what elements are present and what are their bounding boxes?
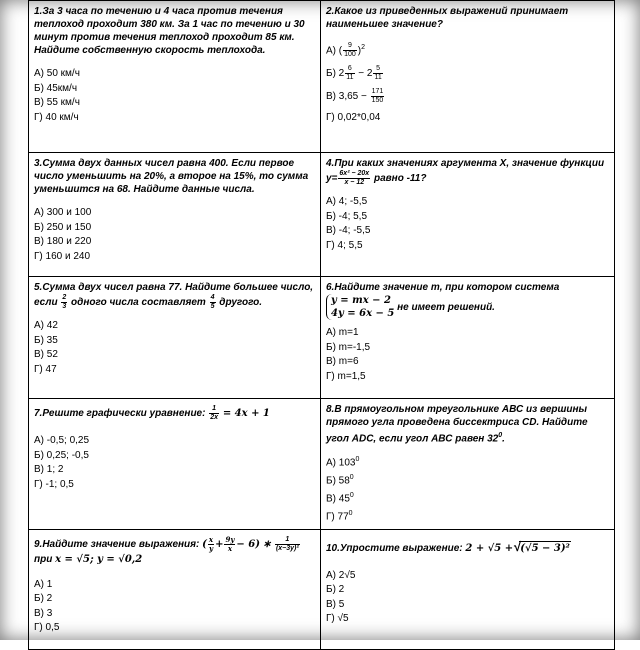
task-4-option-d: Г) 4; 5,5 (326, 239, 363, 251)
task-10-d-text: Г) (326, 613, 335, 625)
tasks-table (28, 0, 615, 650)
task-10-b-text: Б) 2 (326, 584, 345, 596)
task-10-option-b (326, 583, 609, 598)
task-10-d-root: √5 (337, 613, 349, 625)
task-10-question: 10.Упростите выражение: 2 + √5 +√(√5 − 3)² (326, 538, 570, 554)
task-2-option-b (326, 65, 609, 82)
task-4-option-c: В) -4; -5,5 (326, 225, 371, 236)
task-2-b-den1: 11 (346, 74, 354, 82)
task-9-cond-values: x = √5; y = √0,2 (55, 553, 143, 565)
task-7-option-a: А) -0,5; 0,25 (34, 435, 90, 446)
task-2-option-a-label: А) (326, 45, 336, 57)
task-8-b-deg: 0 (349, 474, 354, 482)
task-9-condition (34, 553, 315, 566)
task-9-frac-num: 1 (275, 536, 300, 545)
task-6-option-d: Г) m=1,5 (326, 370, 366, 382)
task-2-c-numerator: 171 (371, 88, 384, 96)
task-9-option-b: Б) 2 (34, 593, 53, 605)
task-1-option-b: Б) 45км/ч (34, 82, 78, 94)
task-2-b-mid: − 2 (355, 68, 373, 80)
task-5-option-c: В) 52 (34, 349, 58, 360)
task-8-option-a (326, 453, 609, 471)
task-9-option-d: Г) 0,5 (34, 622, 60, 634)
task-10-option-c (326, 598, 609, 613)
task-4-question: 4.При каких значениях аргумента Х, значение функции (326, 158, 605, 169)
task-2-option-a: А) ( $\frac{9}{100}$ )$^2$ (326, 42, 366, 59)
task-8-c-text: В) 45 (326, 493, 350, 505)
task-9-question (34, 536, 315, 553)
task-4-option-b: Б) -4; 5,5 (326, 210, 368, 222)
task-7-label: 7.Решите графически уравнение: (34, 408, 206, 420)
task-5-frac1-num: 2 (62, 294, 67, 301)
task-4-y-prefix: y= (326, 173, 338, 185)
task-10-cell (321, 529, 615, 649)
task-9-x: x (208, 534, 214, 544)
task-3-option-b: Б) 250 и 150 (34, 221, 92, 233)
task-8-degree: 0 (498, 432, 503, 439)
task-5-line2 (34, 294, 315, 311)
task-3-question: 3.Сумма двух данных чисел равна 400. Если первое число уменьшить на 20%, а второе на 15%, то сумма уменьшится на 68. Найдите данные числа. (34, 158, 309, 195)
task-9-open-paren: ( (202, 538, 207, 550)
task-7-numerator: 1 (209, 405, 219, 414)
task-7-rhs: = 4x + 1 (222, 408, 270, 420)
task-10-a-root: √5 (344, 569, 356, 581)
task-7-option-b: Б) 0,25; -0,5 (34, 449, 89, 461)
task-8-text: 8.В прямоугольном треугольнике АВС из вершины прямого угла проведена биссектриса CD. Найдите угол ADC, если угол АВС равен 32 (326, 404, 588, 445)
task-6-cell (321, 277, 615, 399)
task-6-eq1: y = mx − 2 (331, 295, 391, 306)
task-6-question: 6.Найдите значение m, при котором система (326, 282, 560, 293)
task-8-d-text: Г) 77 (326, 511, 349, 523)
task-10-a-text: А) 2 (326, 569, 345, 581)
task-8-question (326, 403, 609, 445)
task-7-option-c: В) 1; 2 (34, 464, 64, 475)
task-5-line2-start: если (34, 297, 58, 309)
task-9-minus6: − 6) (236, 538, 260, 550)
task-2-option-d: Г) 0,02*0,04 (326, 112, 381, 124)
task-5-option-a: А) 42 (34, 320, 58, 331)
task-2-b-num1: 6 (345, 65, 354, 74)
task-5-question: 5.Сумма двух чисел равна 77. Найдите большее число, (34, 282, 314, 293)
task-5-frac2-num: 4 (210, 294, 215, 301)
task-6-eq2: 4y = 6x − 5 (331, 308, 395, 319)
task-4-function (326, 170, 609, 187)
task-2-question: 2.Какое из приведенных выражений принимает наименьшее значение? (326, 6, 569, 30)
task-1-option-d: Г) 40 км/ч (34, 111, 79, 123)
task-2-option-c (326, 88, 609, 105)
task-2-b-label: Б) 2 (326, 68, 345, 80)
task-9-frac-den: (x−3y)² (275, 544, 299, 552)
task-3-option-c: В) 180 и 220 (34, 236, 92, 247)
task-4-denominator: x − 12 (344, 179, 365, 186)
task-3-option-d: Г) 160 и 240 (34, 250, 91, 262)
task-5-option-d: Г) 47 (34, 363, 57, 375)
task-4-numerator: 6x² − 20x (339, 170, 370, 177)
task-7-question (34, 405, 315, 422)
task-10-option-d (326, 612, 609, 627)
task-10-expr-root: (√5 − 3)² (520, 542, 570, 554)
task-4-cell (321, 153, 615, 277)
task-9-9y: 9y (225, 534, 235, 544)
task-8-option-b (326, 471, 609, 489)
task-2-b-den2: 11 (374, 74, 382, 82)
task-8-b-text: Б) 58 (326, 475, 350, 487)
task-2-cell (321, 1, 615, 153)
task-2-a-numerator: 9 (343, 42, 357, 51)
task-6-equations (326, 294, 394, 320)
task-2-a-denominator: 100 (344, 51, 356, 59)
task-4-option-a: А) 4; -5,5 (326, 196, 368, 207)
task-5-frac2-den: 5 (210, 303, 215, 310)
task-6-option-a: А) m=1 (326, 327, 359, 338)
task-8-tail: . (502, 433, 505, 445)
task-1-option-c: В) 55 км/ч (34, 97, 80, 108)
task-4-suffix: равно -11? (373, 173, 427, 185)
task-9-plus: + (215, 538, 224, 550)
task-6-system (326, 294, 609, 320)
task-10-label: 10.Упростите выражение: (326, 542, 463, 554)
task-5-cell (29, 277, 321, 399)
task-2-c-denominator: 150 (371, 97, 384, 105)
task-9-label: 9.Найдите значение выражения: (34, 538, 200, 550)
task-5-option-b: Б) 35 (34, 334, 58, 346)
task-8-option-d (326, 507, 609, 525)
task-6-option-c: В) m=6 (326, 356, 359, 367)
task-6-suffix: не имеет решений. (397, 301, 495, 313)
task-9-cond-label: при (34, 553, 53, 565)
task-9-dx: x (227, 543, 233, 553)
task-1-cell (29, 1, 321, 153)
task-9-y: y (208, 543, 214, 553)
task-1-question: 1.За 3 часа по течению и 4 часа против течения теплоход проходит 380 км. За 1 час по течению и 30 минут против течения теплоход проходит 85 км. Найдите собственную скорость теплохода. (34, 6, 305, 56)
task-10-expr-start: 2 + √5 + (465, 542, 514, 554)
task-8-a-text: А) 103 (326, 457, 356, 469)
task-5-frac1-den: 3 (62, 303, 67, 310)
task-8-cell (321, 399, 615, 530)
task-3-cell (29, 153, 321, 277)
task-10-c-text: В) 5 (326, 598, 345, 610)
task-2-b-num2: 5 (373, 65, 382, 74)
task-7-denominator: 2x (210, 414, 219, 421)
task-7-cell (29, 399, 321, 530)
task-8-c-deg: 0 (349, 491, 354, 499)
task-9-option-c: В) 3 (34, 607, 53, 619)
task-6-option-b: Б) m=-1,5 (326, 341, 371, 353)
task-5-line2-mid: одного числа составляет (71, 297, 206, 309)
task-8-d-deg: 0 (348, 509, 353, 517)
task-10-option-a (326, 569, 609, 584)
task-9-option-a: А) 1 (34, 578, 53, 590)
task-9-star: ∗ (262, 538, 272, 550)
task-8-a-deg: 0 (355, 456, 360, 464)
task-9-cell (29, 529, 321, 649)
task-5-line2-end: другого. (219, 297, 263, 309)
task-1-option-a: А) 50 км/ч (34, 68, 80, 79)
task-3-option-a: А) 300 и 100 (34, 207, 92, 218)
task-7-option-d: Г) -1; 0,5 (34, 478, 74, 490)
task-2-c-label: В) 3,65 − (326, 91, 367, 103)
task-8-option-c (326, 489, 609, 507)
task-2-a-power: 2 (361, 44, 366, 51)
